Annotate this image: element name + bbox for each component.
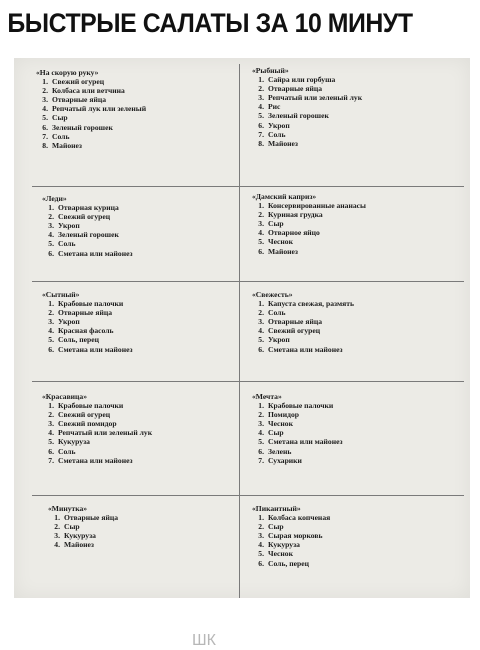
ingredient-item bbox=[246, 419, 343, 428]
ingredient-item bbox=[246, 559, 330, 568]
ingredient-item bbox=[36, 428, 152, 437]
ingredient-item bbox=[30, 141, 146, 150]
salad-title: «Свежесть» bbox=[252, 290, 293, 299]
ingredient-item bbox=[246, 102, 362, 111]
ingredient-item bbox=[246, 75, 362, 84]
ingredient-item bbox=[30, 113, 146, 122]
row-divider bbox=[32, 495, 464, 496]
ingredient-item bbox=[246, 410, 343, 419]
ingredient-text: Соль bbox=[58, 239, 76, 249]
ingredient-text: Чеснок bbox=[268, 549, 293, 559]
ingredient-number: 7. bbox=[48, 455, 54, 465]
ingredient-item bbox=[246, 210, 366, 219]
ingredient-item bbox=[36, 212, 133, 221]
ingredient-item bbox=[246, 121, 362, 130]
salad-block bbox=[36, 194, 133, 258]
ingredient-number: 3. bbox=[54, 531, 60, 541]
ingredient-number: 5. bbox=[48, 239, 54, 249]
ingredient-number: 6. bbox=[258, 120, 264, 130]
ingredient-item bbox=[36, 326, 133, 335]
ingredient-list bbox=[246, 75, 362, 148]
salad-title: «На скорую руку» bbox=[36, 68, 99, 77]
ingredient-text: Красная фасоль bbox=[58, 326, 114, 336]
ingredient-item bbox=[246, 228, 366, 237]
ingredient-number: 4. bbox=[48, 428, 54, 438]
ingredient-item bbox=[246, 139, 362, 148]
ingredient-list bbox=[246, 401, 343, 465]
ingredient-number: 4. bbox=[42, 104, 48, 114]
ingredient-list bbox=[246, 201, 366, 256]
salad-block bbox=[30, 68, 146, 150]
ingredient-text: Соль, перец bbox=[268, 558, 309, 568]
ingredient-item bbox=[36, 299, 133, 308]
ingredient-text: Сыр bbox=[268, 219, 284, 229]
ingredient-text: Кукуруза bbox=[64, 531, 96, 541]
ingredient-item bbox=[246, 247, 366, 256]
ingredient-text: Куриная грудка bbox=[268, 210, 323, 220]
ingredient-number: 1. bbox=[48, 203, 54, 213]
ingredient-item bbox=[246, 549, 330, 558]
ingredient-number: 4. bbox=[48, 326, 54, 336]
ingredient-number: 6. bbox=[48, 344, 54, 354]
ingredient-number: 4. bbox=[48, 230, 54, 240]
salad-block bbox=[246, 192, 366, 256]
ingredient-item bbox=[36, 221, 133, 230]
ingredient-item bbox=[246, 456, 343, 465]
ingredient-item bbox=[246, 335, 354, 344]
ingredient-text: Сырая морковь bbox=[268, 531, 323, 541]
ingredient-text: Сметана или майонез bbox=[58, 455, 133, 465]
ingredient-item bbox=[36, 317, 133, 326]
ingredient-text: Зеленый горошек bbox=[268, 111, 329, 121]
ingredient-item bbox=[36, 456, 152, 465]
ingredient-number: 4. bbox=[258, 326, 264, 336]
ingredient-number: 6. bbox=[258, 344, 264, 354]
ingredient-number: 5. bbox=[258, 437, 264, 447]
ingredient-text: Кукуруза bbox=[268, 540, 300, 550]
salad-title: «Леди» bbox=[42, 194, 67, 203]
ingredient-text: Отварные яйца bbox=[268, 84, 322, 94]
salad-title: «Красавица» bbox=[42, 392, 88, 401]
ingredient-item bbox=[246, 531, 330, 540]
ingredient-number: 6. bbox=[48, 446, 54, 456]
ingredient-number: 8. bbox=[42, 140, 48, 150]
ingredient-number: 5. bbox=[258, 237, 264, 247]
salad-title: «Дамский каприз» bbox=[252, 192, 317, 201]
ingredient-item bbox=[42, 531, 118, 540]
ingredient-number: 2. bbox=[258, 522, 264, 532]
ingredient-item bbox=[36, 447, 152, 456]
salad-block bbox=[246, 290, 354, 354]
ingredient-text: Чеснок bbox=[268, 419, 293, 429]
ingredient-number: 5. bbox=[48, 437, 54, 447]
ingredient-text: Майонез bbox=[268, 138, 298, 148]
row-divider bbox=[32, 186, 464, 187]
ingredient-number: 6. bbox=[258, 246, 264, 256]
ingredient-text: Крабовые палочки bbox=[58, 299, 124, 309]
ingredient-text: Крабовые палочки bbox=[58, 401, 124, 411]
ingredient-number: 3. bbox=[48, 317, 54, 327]
ingredient-text: Сметана или майонез bbox=[268, 437, 343, 447]
ingredient-item bbox=[246, 513, 330, 522]
ingredient-item bbox=[30, 95, 146, 104]
ingredient-text: Укроп bbox=[268, 335, 290, 345]
ingredient-list bbox=[36, 203, 133, 258]
salad-title: «Мечта» bbox=[252, 392, 282, 401]
ingredient-number: 2. bbox=[48, 212, 54, 222]
salad-title: «Пикантный» bbox=[252, 504, 301, 513]
ingredient-text: Свежий помидор bbox=[58, 419, 117, 429]
ingredient-number: 6. bbox=[258, 558, 264, 568]
row-divider bbox=[32, 381, 464, 382]
ingredient-number: 1. bbox=[258, 513, 264, 523]
ingredient-item bbox=[246, 317, 354, 326]
ingredient-item bbox=[246, 111, 362, 120]
ingredient-text: Репчатый или зеленый лук bbox=[58, 428, 153, 438]
ingredient-text: Помидор bbox=[268, 410, 299, 420]
ingredient-number: 1. bbox=[54, 513, 60, 523]
ingredient-text: Репчатый или зеленый лук bbox=[268, 93, 363, 103]
ingredient-text: Соль, перец bbox=[58, 335, 99, 345]
ingredient-text: Консервированные ананасы bbox=[268, 201, 366, 211]
ingredient-number: 3. bbox=[258, 317, 264, 327]
ingredient-number: 5. bbox=[42, 113, 48, 123]
ingredient-text: Соль bbox=[58, 446, 76, 456]
ingredient-number: 3. bbox=[258, 219, 264, 229]
ingredient-item bbox=[30, 123, 146, 132]
ingredient-list bbox=[30, 77, 146, 150]
ingredient-number: 2. bbox=[258, 210, 264, 220]
ingredient-item bbox=[246, 447, 343, 456]
ingredient-text: Соль bbox=[52, 131, 70, 141]
recipe-sheet bbox=[14, 58, 470, 649]
ingredient-number: 2. bbox=[54, 522, 60, 532]
ingredient-number: 1. bbox=[258, 201, 264, 211]
ingredient-text: Майонез bbox=[64, 540, 94, 550]
ingredient-text: Капуста свежая, размять bbox=[268, 299, 354, 309]
ingredient-item bbox=[246, 84, 362, 93]
ingredient-item bbox=[42, 540, 118, 549]
salad-block bbox=[246, 66, 362, 148]
ingredient-number: 3. bbox=[48, 221, 54, 231]
ingredient-item bbox=[30, 86, 146, 95]
ingredient-number: 6. bbox=[258, 446, 264, 456]
ingredient-number: 2. bbox=[258, 410, 264, 420]
ingredient-item bbox=[36, 437, 152, 446]
ingredient-text: Сыр bbox=[64, 522, 80, 532]
ingredient-number: 5. bbox=[48, 335, 54, 345]
ingredient-item bbox=[246, 540, 330, 549]
salad-block bbox=[36, 392, 152, 465]
ingredient-text: Сыр bbox=[52, 113, 68, 123]
salad-block bbox=[42, 504, 118, 549]
ingredient-item bbox=[42, 513, 118, 522]
ingredient-text: Зелень bbox=[268, 446, 292, 456]
ingredient-text: Соль bbox=[268, 308, 286, 318]
ingredient-number: 7. bbox=[258, 129, 264, 139]
ingredient-number: 4. bbox=[258, 102, 264, 112]
salad-block bbox=[246, 392, 343, 465]
ingredient-list bbox=[36, 401, 152, 465]
ingredient-text: Сметана или майонез bbox=[58, 248, 133, 258]
ingredient-item bbox=[36, 308, 133, 317]
salad-block bbox=[36, 290, 133, 354]
ingredient-text: Майонез bbox=[268, 246, 298, 256]
ingredient-number: 1. bbox=[258, 75, 264, 85]
ingredient-text: Рис bbox=[268, 102, 281, 112]
ingredient-text: Свежий огурец bbox=[58, 410, 111, 420]
ingredient-text: Сыр bbox=[268, 428, 284, 438]
ingredient-number: 1. bbox=[258, 299, 264, 309]
ingredient-item bbox=[30, 104, 146, 113]
ingredient-text: Сайра или горбуша bbox=[268, 75, 336, 85]
ingredient-number: 2. bbox=[258, 308, 264, 318]
ingredient-text: Свежий огурец bbox=[268, 326, 321, 336]
ingredient-number: 3. bbox=[258, 93, 264, 103]
ingredient-text: Чеснок bbox=[268, 237, 293, 247]
ingredient-item bbox=[246, 308, 354, 317]
ingredient-item bbox=[30, 132, 146, 141]
ingredient-item bbox=[246, 130, 362, 139]
ingredient-item bbox=[246, 401, 343, 410]
ingredient-item bbox=[36, 335, 133, 344]
ingredient-item bbox=[36, 239, 133, 248]
ingredient-text: Сметана или майонез bbox=[268, 344, 343, 354]
ingredient-number: 7. bbox=[258, 455, 264, 465]
ingredient-text: Укроп bbox=[268, 120, 290, 130]
ingredient-item bbox=[246, 299, 354, 308]
ingredient-text: Отварные яйца bbox=[268, 317, 322, 327]
ingredient-list bbox=[36, 299, 133, 354]
ingredient-item bbox=[36, 230, 133, 239]
ingredient-text: Сыр bbox=[268, 522, 284, 532]
ingredient-item bbox=[246, 345, 354, 354]
ingredient-text: Соль bbox=[268, 129, 286, 139]
ingredient-item bbox=[246, 437, 343, 446]
ingredient-number: 1. bbox=[48, 401, 54, 411]
ingredient-item bbox=[36, 401, 152, 410]
ingredient-text: Отварное яйцо bbox=[268, 228, 320, 238]
ingredient-text: Отварные яйца bbox=[58, 308, 112, 318]
ingredient-item bbox=[36, 410, 152, 419]
ingredient-text: Отварные яйца bbox=[64, 513, 118, 523]
ingredient-item bbox=[36, 419, 152, 428]
ingredient-number: 1. bbox=[48, 299, 54, 309]
ingredient-item bbox=[246, 326, 354, 335]
ingredient-text: Майонез bbox=[52, 140, 82, 150]
salad-title: «Рыбный» bbox=[252, 66, 289, 75]
ingredient-number: 4. bbox=[54, 540, 60, 550]
ingredient-item bbox=[246, 201, 366, 210]
watermark-logo: ШК bbox=[192, 632, 216, 649]
ingredient-text: Колбаса или ветчина bbox=[52, 86, 125, 96]
salad-block bbox=[246, 504, 330, 568]
ingredient-list bbox=[42, 513, 118, 549]
ingredient-item bbox=[246, 428, 343, 437]
ingredient-number: 3. bbox=[258, 531, 264, 541]
ingredient-text: Колбаса копченая bbox=[268, 513, 331, 523]
ingredient-number: 6. bbox=[42, 122, 48, 132]
ingredient-number: 2. bbox=[258, 84, 264, 94]
ingredient-item bbox=[36, 249, 133, 258]
ingredient-number: 2. bbox=[42, 86, 48, 96]
ingredient-text: Свежий огурец bbox=[52, 77, 105, 87]
ingredient-number: 3. bbox=[48, 419, 54, 429]
ingredient-number: 5. bbox=[258, 549, 264, 559]
ingredient-number: 5. bbox=[258, 111, 264, 121]
ingredient-item bbox=[246, 219, 366, 228]
salad-title: «Сытный» bbox=[42, 290, 80, 299]
row-divider bbox=[32, 281, 464, 282]
ingredient-text: Крабовые палочки bbox=[268, 401, 334, 411]
ingredient-item bbox=[246, 93, 362, 102]
ingredient-text: Кукуруза bbox=[58, 437, 90, 447]
ingredient-item bbox=[42, 522, 118, 531]
ingredient-number: 3. bbox=[42, 95, 48, 105]
column-divider bbox=[239, 64, 240, 598]
ingredient-number: 5. bbox=[258, 335, 264, 345]
ingredient-text: Зеленый горошек bbox=[58, 230, 119, 240]
page-heading: БЫСТРЫЕ САЛАТЫ ЗА 10 МИНУТ bbox=[0, 0, 442, 52]
ingredient-text: Сухарики bbox=[268, 455, 302, 465]
ingredient-number: 4. bbox=[258, 428, 264, 438]
ingredient-item bbox=[246, 237, 366, 246]
ingredient-text: Укроп bbox=[58, 221, 80, 231]
ingredient-text: Отварная курица bbox=[58, 203, 119, 213]
ingredient-text: Репчатый лук или зеленый bbox=[52, 104, 147, 114]
ingredient-number: 4. bbox=[258, 228, 264, 238]
salad-title: «Минутка» bbox=[48, 504, 88, 513]
ingredient-number: 7. bbox=[42, 131, 48, 141]
ingredient-number: 6. bbox=[48, 248, 54, 258]
ingredient-number: 1. bbox=[42, 77, 48, 87]
ingredient-item bbox=[36, 345, 133, 354]
ingredient-text: Зеленый горошек bbox=[52, 122, 113, 132]
ingredient-item bbox=[36, 203, 133, 212]
ingredient-text: Отварные яйца bbox=[52, 95, 106, 105]
ingredient-number: 4. bbox=[258, 540, 264, 550]
ingredient-text: Свежий огурец bbox=[58, 212, 111, 222]
ingredient-number: 3. bbox=[258, 419, 264, 429]
ingredient-text: Укроп bbox=[58, 317, 80, 327]
ingredient-item bbox=[246, 522, 330, 531]
ingredient-number: 8. bbox=[258, 138, 264, 148]
ingredient-list bbox=[246, 299, 354, 354]
ingredient-text: Сметана или майонез bbox=[58, 344, 133, 354]
ingredient-number: 2. bbox=[48, 410, 54, 420]
ingredient-number: 1. bbox=[258, 401, 264, 411]
ingredient-item bbox=[30, 77, 146, 86]
ingredient-list bbox=[246, 513, 330, 568]
ingredient-number: 2. bbox=[48, 308, 54, 318]
